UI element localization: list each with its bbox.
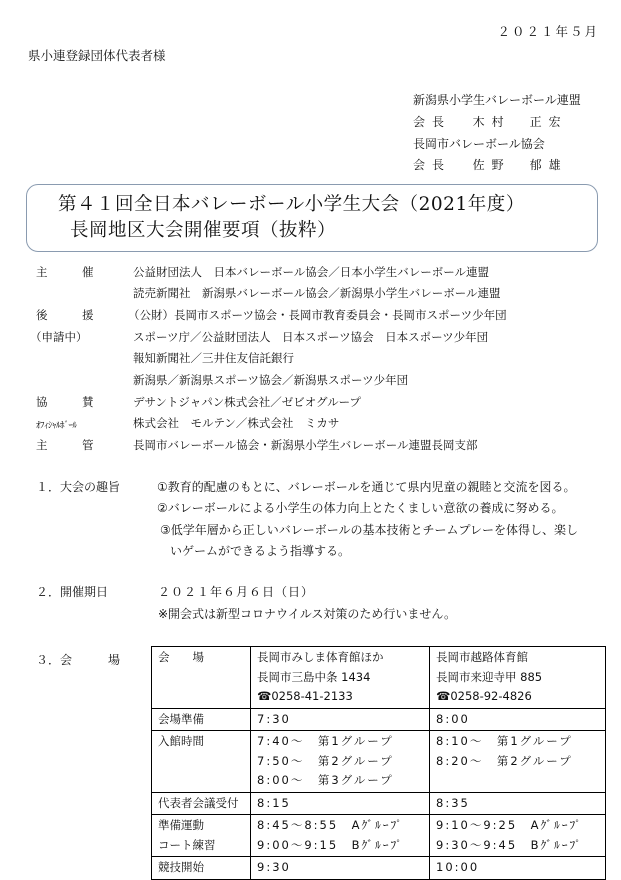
official-ball-line-1: 株式会社 モルテン／株式会社 ミカサ — [133, 416, 340, 430]
row-label-rep-meeting: 代表者会議受付 — [152, 792, 251, 815]
support-line-2: スポーツ庁／公益財団法人 日本スポーツ協会 日本スポーツ少年団 — [133, 330, 489, 344]
entry-time-1-3: 8:00～ 第3グループ — [257, 773, 394, 787]
document-date: ２０２１年５月 — [497, 24, 599, 39]
venue-1-name: 長岡市みしま体育館ほか — [257, 650, 384, 664]
sender-role-1: 会長 — [413, 115, 452, 129]
purpose-item-1: ①教育的配慮のもとに、バレーボールを通じて県内児童の親睦と交流を図る。 — [157, 480, 576, 494]
venue-1-phone: ☎0258-41-2133 — [257, 689, 353, 703]
support-line-4: 新潟県／新潟県スポーツ協会／新潟県スポーツ少年団 — [133, 373, 409, 387]
purpose-item-3-cont: いゲームができるよう指導する。 — [170, 544, 351, 558]
rep-meeting-time-2: 8:35 — [430, 792, 606, 815]
host-line-1: 公益財団法人 日本バレーボール協会／日本小学生バレーボール連盟 — [133, 265, 490, 279]
label-sponsor: 協 賛 — [36, 395, 94, 409]
label-official-ball: ｵﾌｨｼｬﾙﾎﾞｰﾙ — [36, 421, 77, 431]
support-line-1: （公財）長岡市スポーツ協会・長岡市教育委員会・長岡市スポーツ少年団 — [128, 308, 507, 322]
row-label-warmup-2: コート練習 — [158, 837, 216, 852]
document-subtitle: 長岡地区大会開催要項（抜粋） — [70, 220, 337, 241]
event-date: ２０２１年６月６日（日） — [158, 585, 315, 599]
purpose-item-3: ③低学年層から正しいバレーボールの基本技術とチームプレーを体得し、楽し — [160, 523, 579, 537]
venue-2-name: 長岡市越路体育館 — [436, 650, 528, 664]
warmup-time-1-b: 9:00～9:15 Bｸﾞﾙｰﾌﾟ — [257, 837, 405, 852]
sender-role-2: 会長 — [413, 158, 452, 172]
event-date-note: ※開会式は新型コロナウイルス対策のため行いません。 — [158, 607, 457, 621]
venue-1-address: 長岡市三島中条 1434 — [257, 669, 371, 684]
row-label-warmup-1: 準備運動 — [158, 818, 204, 832]
venue-2-address: 長岡市来迎寺甲 885 — [436, 669, 543, 684]
sender-org-2: 長岡市バレーボール協会 — [413, 137, 545, 151]
warmup-time-2-b: 9:30～9:45 Bｸﾞﾙｰﾌﾟ — [436, 837, 584, 852]
entry-times-2 — [430, 731, 606, 793]
row-label-entry: 入館時間 — [152, 731, 251, 793]
table-row-venue — [152, 647, 606, 709]
venue-1-cell — [251, 647, 430, 709]
support-line-3: 報知新聞社／三井住友信託銀行 — [133, 351, 294, 365]
sponsor-line-1: デサントジャパン株式会社／ゼビオグループ — [133, 395, 362, 409]
entry-time-2-1: 8:10～ 第1グループ — [436, 734, 573, 748]
sender-name-1: 木村 正宏 — [472, 115, 568, 129]
setup-time-1: 7:30 — [251, 708, 430, 731]
venue-2-cell — [430, 647, 606, 709]
entry-times-1 — [251, 731, 430, 793]
warmup-time-2-a: 9:10～9:25 Aｸﾞﾙｰﾌﾟ — [436, 818, 584, 832]
sender-name-2: 佐野 郁雄 — [472, 158, 568, 172]
row-label-start: 競技開始 — [152, 857, 251, 880]
section-venue-label: ３．会 場 — [36, 653, 121, 667]
start-time-2: 10:00 — [430, 857, 606, 880]
warmup-times-1 — [251, 815, 430, 857]
venue-2-phone: ☎0258-92-4826 — [436, 689, 532, 703]
addressee: 県小連登録団体代表者様 — [28, 48, 166, 63]
table-row-start — [152, 857, 606, 880]
venue-schedule-table — [151, 646, 606, 880]
setup-time-2: 8:00 — [430, 708, 606, 731]
purpose-item-2: ②バレーボールによる小学生の体力向上とたくましい意欲の養成に努める。 — [157, 501, 564, 515]
start-time-1: 9:30 — [251, 857, 430, 880]
section-purpose-label: １．大会の趣旨 — [36, 480, 121, 494]
sender-line-2 — [413, 156, 568, 173]
label-support: 後 援 — [36, 308, 94, 322]
row-label-warmup — [152, 815, 251, 857]
row-label-setup: 会場準備 — [152, 708, 251, 731]
rep-meeting-time-1: 8:15 — [251, 792, 430, 815]
entry-time-1-2: 7:50～ 第2グループ — [257, 753, 394, 768]
sender-line-1 — [413, 113, 568, 130]
management-line-1: 長岡市バレーボール協会・新潟県小学生バレーボール連盟長岡支部 — [133, 438, 478, 452]
table-row-entry — [152, 731, 606, 793]
table-row-rep-meeting — [152, 792, 606, 815]
warmup-time-1-a: 8:45～8:55 Aｸﾞﾙｰﾌﾟ — [257, 818, 405, 832]
warmup-times-2 — [430, 815, 606, 857]
table-row-setup — [152, 708, 606, 731]
label-host: 主 催 — [36, 265, 94, 279]
venue-header-cell: 会 場 — [152, 647, 251, 709]
label-support-pending: （申請中） — [30, 330, 88, 344]
table-row-warmup — [152, 815, 606, 857]
entry-time-1-1: 7:40～ 第1グループ — [257, 734, 394, 748]
section-date-label: ２．開催期日 — [36, 585, 109, 599]
sender-org-1: 新潟県小学生バレーボール連盟 — [413, 93, 581, 107]
label-management: 主 管 — [36, 438, 94, 452]
entry-time-2-2: 8:20～ 第2グループ — [436, 753, 573, 768]
document-title: 第４１回全日本バレーボール小学生大会（2021年度） — [58, 194, 525, 215]
host-line-2: 読売新聞社 新潟県バレーボール協会／新潟県小学生バレーボール連盟 — [133, 286, 501, 300]
